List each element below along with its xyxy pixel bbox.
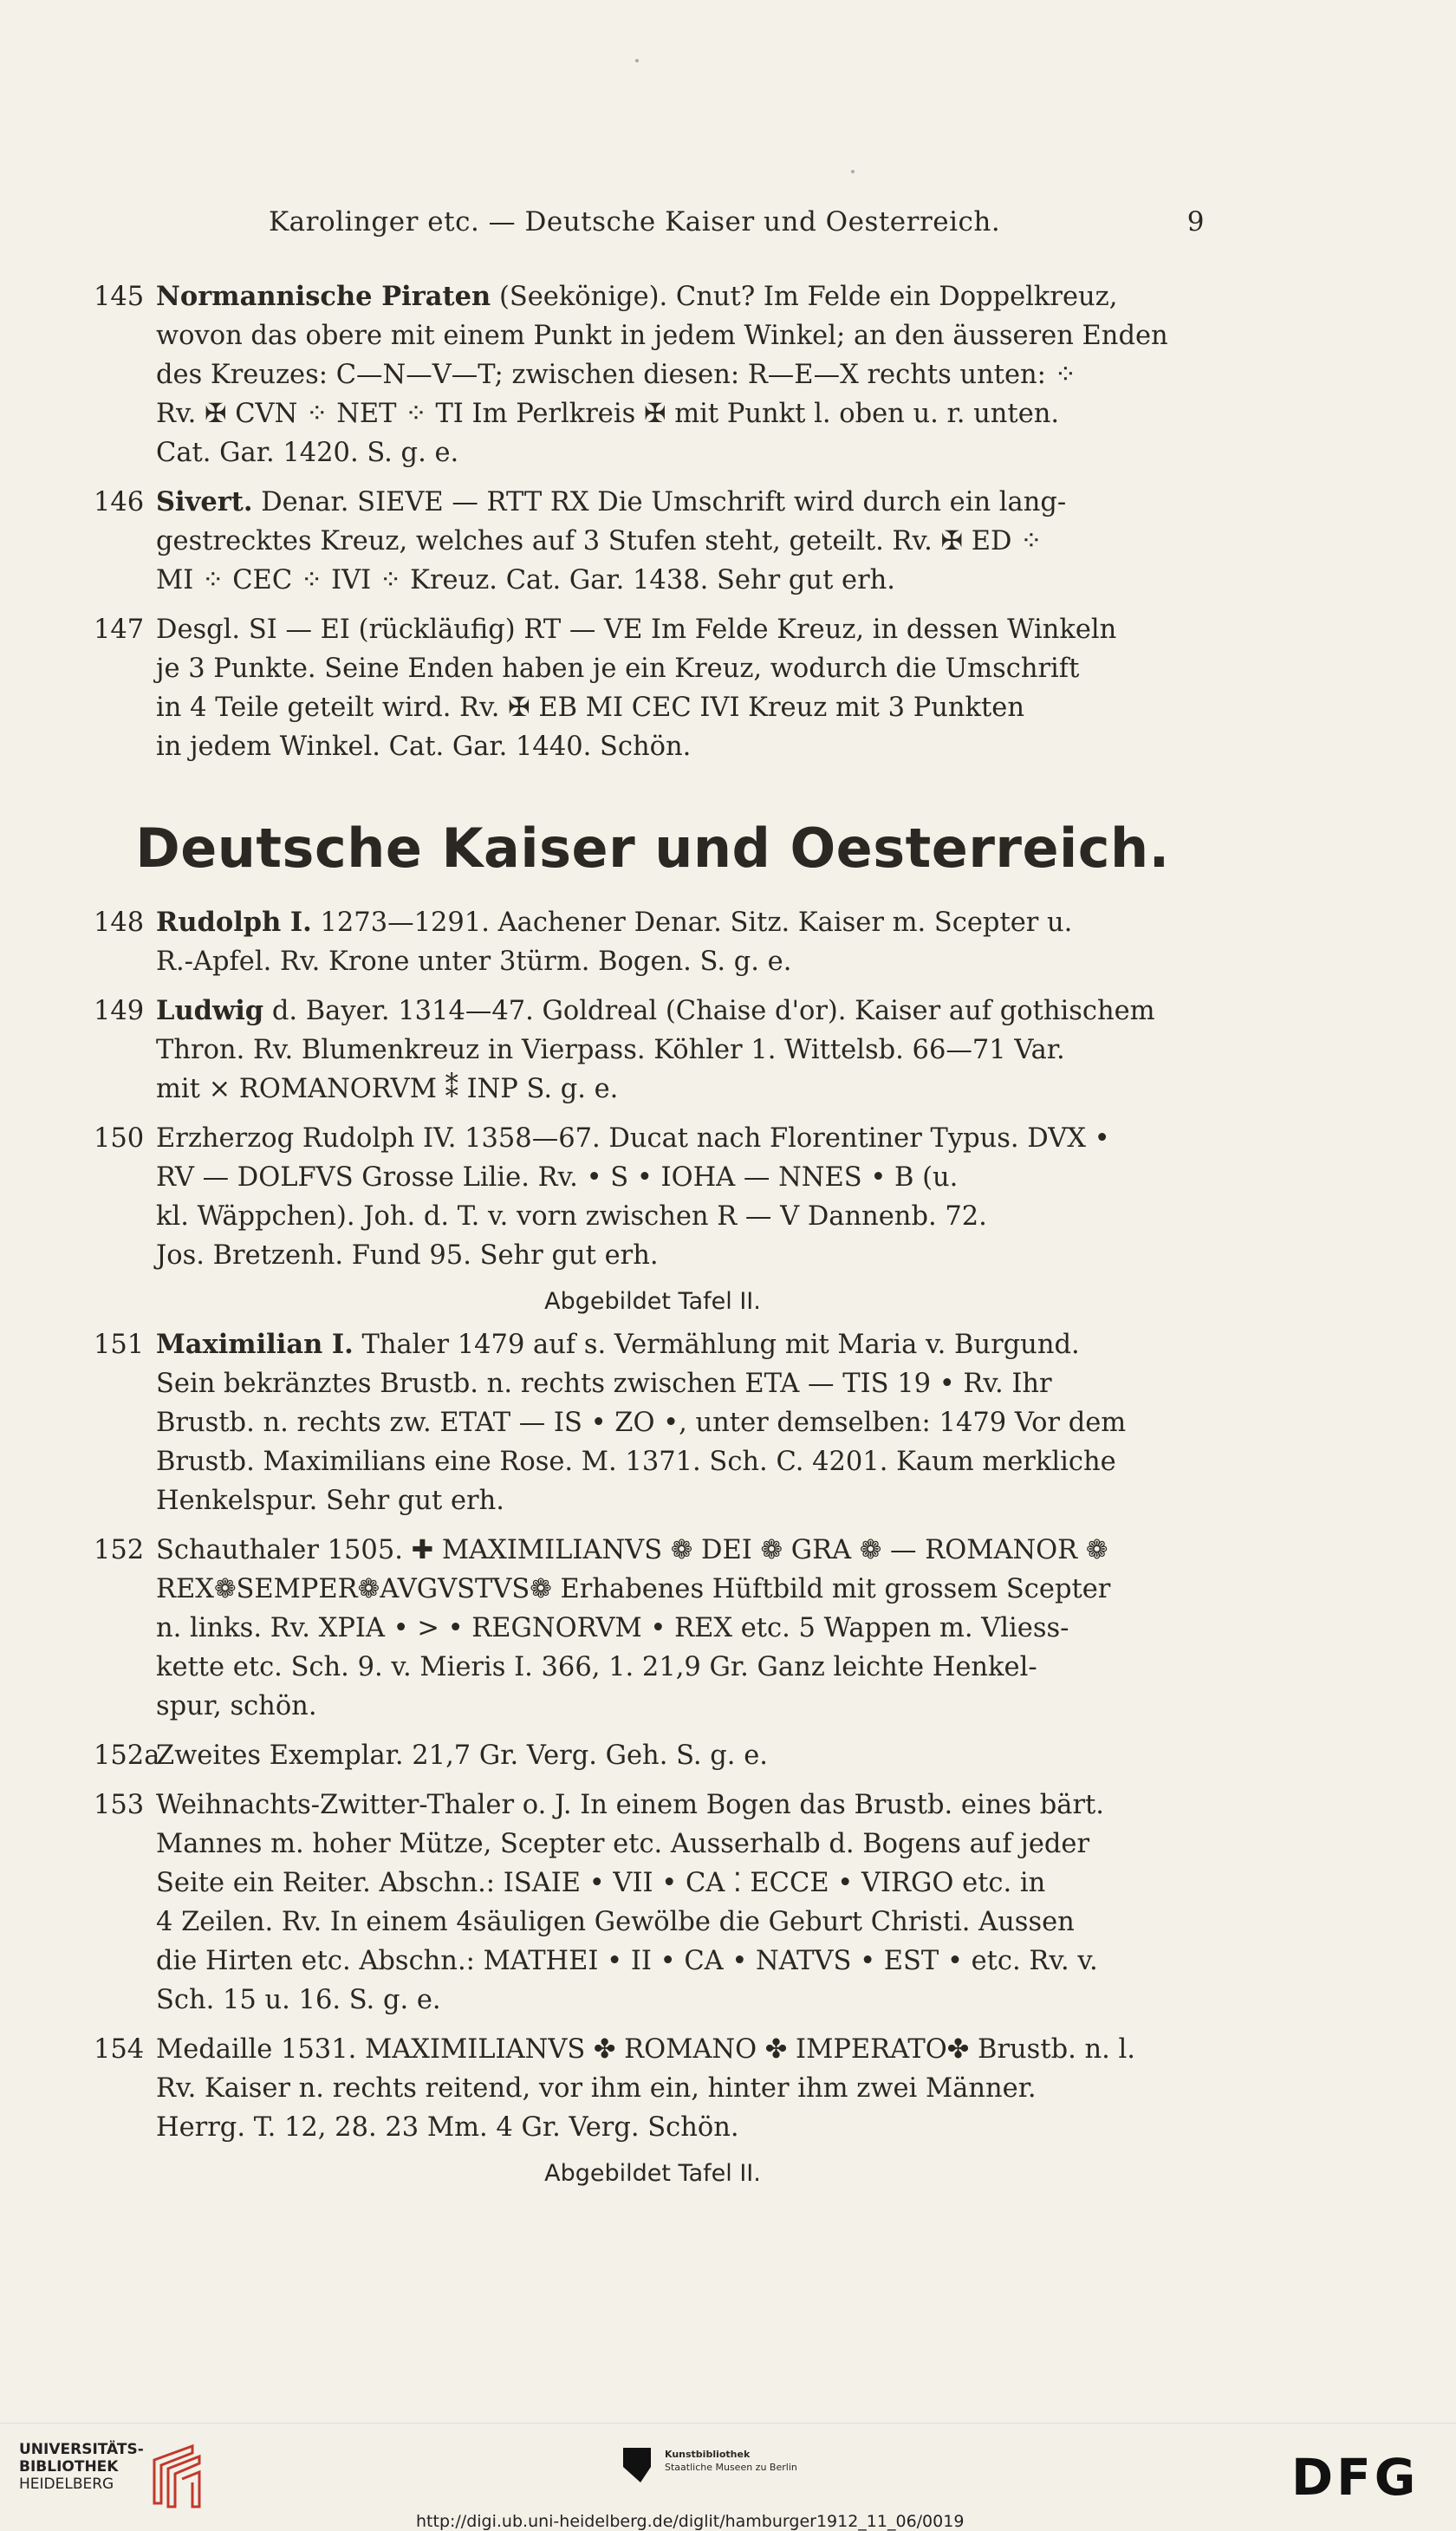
catalog-entry — [94, 610, 1212, 766]
entry-line — [156, 1531, 1212, 1570]
entry-line — [156, 2108, 1212, 2147]
entry-line — [156, 2069, 1212, 2108]
entry-line — [156, 688, 1212, 727]
entry-line — [156, 1825, 1212, 1864]
entry-line — [156, 942, 1212, 981]
entry-line-text: in jedem Winkel. Cat. Gar. 1440. Schön. — [156, 732, 692, 762]
entry-line-text: Thaler 1479 auf s. Vermählung mit Maria v. Burgund. — [361, 1330, 1080, 1360]
entry-line — [156, 1736, 1212, 1775]
entries-after — [94, 903, 1212, 2192]
ub-line3: HEIDELBERG — [19, 2476, 114, 2493]
kb-line2: Staatliche Museen zu Berlin — [665, 2462, 797, 2473]
entry-line-text: Schauthaler 1505. ✚ MAXIMILIANVS ❁ DEI ❁ GRA ❁ — ROMANOR ❁ — [156, 1535, 1108, 1565]
entry-line-text: Desgl. SI — EI (rückläufig) RT — VE Im Felde Kreuz, in dessen Winkeln — [156, 615, 1117, 645]
entry-line-text: Mannes m. hoher Mütze, Scepter etc. Ausserhalb d. Bogens auf jeder — [156, 1829, 1090, 1859]
entry-line — [156, 2030, 1212, 2069]
entry-line — [156, 1864, 1212, 1903]
ub-logo-text — [19, 2441, 144, 2493]
entry-line — [156, 1070, 1212, 1109]
entry-text — [156, 903, 1212, 981]
catalog-entry — [94, 992, 1212, 1109]
running-head-title: Karolinger etc. — Deutsche Kaiser und Oesterreich. — [269, 206, 1001, 237]
entry-line — [156, 1942, 1212, 1981]
catalog-entry — [94, 1736, 1212, 1775]
catalog-entry — [94, 277, 1212, 472]
entry-line-text: Sch. 15 u. 16. S. g. e. — [156, 1985, 441, 2015]
paper-speck — [851, 170, 855, 173]
entry-line — [156, 355, 1212, 394]
entry-text — [156, 483, 1212, 600]
catalog-entry — [94, 1786, 1212, 2020]
entry-line-text: je 3 Punkte. Seine Enden haben je ein Kreuz, wodurch die Umschrift — [156, 654, 1080, 684]
entry-line — [156, 1119, 1212, 1158]
entry-line — [156, 316, 1212, 355]
entry-line-text: Erzherzog Rudolph IV. 1358—67. Ducat nach Florentiner Typus. DVX • — [156, 1123, 1110, 1154]
entry-line-text: mit × ROMANORVM ⁑ INP S. g. e. — [156, 1074, 619, 1104]
entry-line-text: die Hirten etc. Abschn.: MATHEI • II • CA • NATVS • EST • etc. Rv. v. — [156, 1946, 1098, 1976]
entry-line — [156, 1648, 1212, 1687]
entries-before — [94, 277, 1212, 766]
entry-line-text: n. links. Rv. XPIA • > • REGNORVM • REX etc. 5 Wappen m. Vliess- — [156, 1613, 1069, 1643]
entry-line-text: (Seekönige). Cnut? Im Felde ein Doppelkreuz, — [498, 282, 1118, 312]
entry-line-text: spur, schön. — [156, 1691, 317, 1721]
entry-line — [156, 1158, 1212, 1197]
entry-line — [156, 1609, 1212, 1648]
entry-number: 152a — [94, 1740, 160, 1771]
entry-line-text: des Kreuzes: C—N—V—T; zwischen diesen: R—E—X rechts unten: ⁘ — [156, 360, 1077, 390]
entry-heading: Sivert. — [156, 486, 253, 517]
entry-heading: Normannische Piraten — [156, 281, 491, 312]
entry-text — [156, 1531, 1212, 1726]
ub-line2: BIBLIOTHEK — [19, 2458, 119, 2476]
catalog-entry — [94, 1531, 1212, 1726]
entry-heading: Ludwig — [156, 995, 264, 1026]
entry-text — [156, 992, 1212, 1109]
dfg-logo[interactable] — [1291, 2450, 1435, 2505]
entry-line — [156, 1570, 1212, 1609]
entry-line-text: Cat. Gar. 1420. S. g. e. — [156, 438, 459, 468]
entry-text — [156, 277, 1212, 472]
entry-line — [156, 903, 1212, 942]
kunstbibliothek-mark-icon — [620, 2444, 661, 2486]
entry-line — [156, 992, 1212, 1031]
entry-line-text: 1273—1291. Aachener Denar. Sitz. Kaiser m. Scepter u. — [320, 908, 1073, 938]
catalog-entry — [94, 903, 1212, 981]
entry-line — [156, 1325, 1212, 1364]
kunstbibliothek-text — [665, 2448, 797, 2474]
entry-line-text: Rv. ✠ CVN ⁘ NET ⁘ TI Im Perlkreis ✠ mit Punkt l. oben u. r. unten. — [156, 399, 1060, 429]
entry-line — [156, 1197, 1212, 1236]
entry-line-text: Zweites Exemplar. 21,7 Gr. Verg. Geh. S. g. e. — [156, 1740, 768, 1771]
entry-number: 153 — [94, 1790, 145, 1820]
entry-number: 148 — [94, 908, 145, 938]
catalog-entry — [94, 1325, 1212, 1520]
section-title: Deutsche Kaiser und Oesterreich. — [135, 817, 1170, 880]
entry-line — [156, 1786, 1212, 1825]
entry-line — [156, 1903, 1212, 1942]
entry-text — [156, 1325, 1212, 1520]
entry-line-text: gestrecktes Kreuz, welches auf 3 Stufen steht, geteilt. Rv. ✠ ED ⁘ — [156, 526, 1043, 556]
entry-line — [156, 1481, 1212, 1520]
entry-heading: Rudolph I. — [156, 907, 312, 938]
catalog-entry — [94, 483, 1212, 600]
entry-line — [156, 522, 1212, 561]
entry-line — [156, 610, 1212, 649]
page-number: 9 — [1186, 206, 1205, 237]
entry-line-text: Medaille 1531. MAXIMILIANVS ✤ ROMANO ✤ IMPERATO✤ Brustb. n. l. — [156, 2034, 1135, 2065]
entry-number: 146 — [94, 487, 145, 517]
entry-line-text: R.-Apfel. Rv. Krone unter 3türm. Bogen. S. g. e. — [156, 947, 792, 977]
entry-line-text: REX❁SEMPER❁AVGVSTVS❁ Erhabenes Hüftbild mit grossem Scepter — [156, 1574, 1111, 1604]
dfg-logo-mark — [1291, 2450, 1435, 2502]
plate-reference: Abgebildet Tafel II. — [544, 2160, 761, 2187]
dfg-logo-text: DFG — [1291, 2450, 1420, 2502]
entry-line — [156, 1364, 1212, 1403]
entry-text — [156, 1736, 1212, 1775]
entry-text — [156, 1119, 1212, 1275]
entry-number: 149 — [94, 996, 145, 1026]
entry-line-text: in 4 Teile geteilt wird. Rv. ✠ EB MI CEC IVI Kreuz mit 3 Punkten — [156, 693, 1024, 723]
ub-heidelberg-logo[interactable] — [19, 2441, 210, 2510]
catalog-entry — [94, 2030, 1212, 2147]
entry-line-text: kette etc. Sch. 9. v. Mieris I. 366, 1. 21,9 Gr. Ganz leichte Henkel- — [156, 1652, 1037, 1682]
entry-line-text: kl. Wäppchen). Joh. d. T. v. vorn zwischen R — V Dannenb. 72. — [156, 1201, 987, 1232]
entry-line-text: Denar. SIEVE — RTT RX Die Umschrift wird durch ein lang- — [261, 487, 1067, 517]
entry-line — [156, 561, 1212, 600]
entry-number: 151 — [94, 1330, 145, 1360]
entry-line — [156, 1442, 1212, 1481]
entry-line-text: Thron. Rv. Blumenkreuz in Vierpass. Köhler 1. Wittelsb. 66—71 Var. — [156, 1035, 1065, 1065]
catalog-entry — [94, 1119, 1212, 1275]
entry-line — [156, 1031, 1212, 1070]
entry-text — [156, 610, 1212, 766]
entry-line — [156, 394, 1212, 433]
entry-line-text: Herrg. T. 12, 28. 23 Mm. 4 Gr. Verg. Schön. — [156, 2112, 739, 2143]
entry-line — [156, 1981, 1212, 2020]
entry-line-text: Weihnachts-Zwitter-Thaler o. J. In einem Bogen das Brustb. eines bärt. — [156, 1790, 1104, 1820]
entry-text — [156, 1786, 1212, 2020]
entry-line — [156, 1236, 1212, 1275]
entry-line — [156, 727, 1212, 766]
entry-line-text: Jos. Bretzenh. Fund 95. Sehr gut erh. — [156, 1240, 659, 1271]
entry-line-text: Sein bekränztes Brustb. n. rechts zwischen ETA — TIS 19 • Rv. Ihr — [156, 1369, 1052, 1399]
entry-line-text: Brustb. n. rechts zw. ETAT — IS • ZO •, unter demselben: 1479 Vor dem — [156, 1408, 1127, 1438]
entry-line-text: Henkelspur. Sehr gut erh. — [156, 1486, 504, 1516]
kb-line1: Kunstbibliothek — [665, 2449, 751, 2460]
entry-line — [156, 433, 1212, 472]
entry-line-text: wovon das obere mit einem Punkt in jedem Winkel; an den äusseren Enden — [156, 321, 1168, 351]
entry-number: 152 — [94, 1535, 145, 1565]
entry-line-text: 4 Zeilen. Rv. In einem 4säuligen Gewölbe die Geburt Christi. Aussen — [156, 1907, 1075, 1937]
ub-red-mark-icon — [149, 2441, 206, 2510]
entry-number: 154 — [94, 2034, 145, 2065]
entry-line — [156, 277, 1212, 316]
ub-line1: UNIVERSITÄTS- — [19, 2441, 144, 2458]
entry-text — [156, 2030, 1212, 2147]
entry-line-text: MI ⁘ CEC ⁘ IVI ⁘ Kreuz. Cat. Gar. 1438. Sehr gut erh. — [156, 565, 895, 595]
entry-number: 145 — [94, 282, 145, 312]
entry-line-text: Seite ein Reiter. Abschn.: ISAIE • VII • CA ⁚ ECCE • VIRGO etc. in — [156, 1868, 1046, 1898]
entry-line — [156, 483, 1212, 522]
kunstbibliothek-logo[interactable] — [620, 2444, 797, 2496]
entry-line-text: RV — DOLFVS Grosse Lilie. Rv. • S • IOHA — NNES • B (u. — [156, 1162, 959, 1193]
page-body — [94, 277, 1212, 2197]
entry-line — [156, 649, 1212, 688]
entry-line-text: Brustb. Maximilians eine Rose. M. 1371. Sch. C. 4201. Kaum merkliche — [156, 1447, 1116, 1477]
entry-line — [156, 1687, 1212, 1726]
plate-reference: Abgebildet Tafel II. — [544, 1288, 761, 1315]
paper-speck — [635, 59, 639, 62]
entry-heading: Maximilian I. — [156, 1329, 354, 1360]
entry-number: 147 — [94, 615, 145, 645]
entry-line-text: d. Bayer. 1314—47. Goldreal (Chaise d'or). Kaiser auf gothischem — [271, 996, 1155, 1026]
entry-number: 150 — [94, 1123, 145, 1154]
entry-line — [156, 1403, 1212, 1442]
source-url[interactable]: http://digi.ub.uni-heidelberg.de/diglit/hamburger1912_11_06/0019 — [416, 2512, 965, 2531]
entry-line-text: Rv. Kaiser n. rechts reitend, vor ihm ein, hinter ihm zwei Männer. — [156, 2073, 1037, 2104]
